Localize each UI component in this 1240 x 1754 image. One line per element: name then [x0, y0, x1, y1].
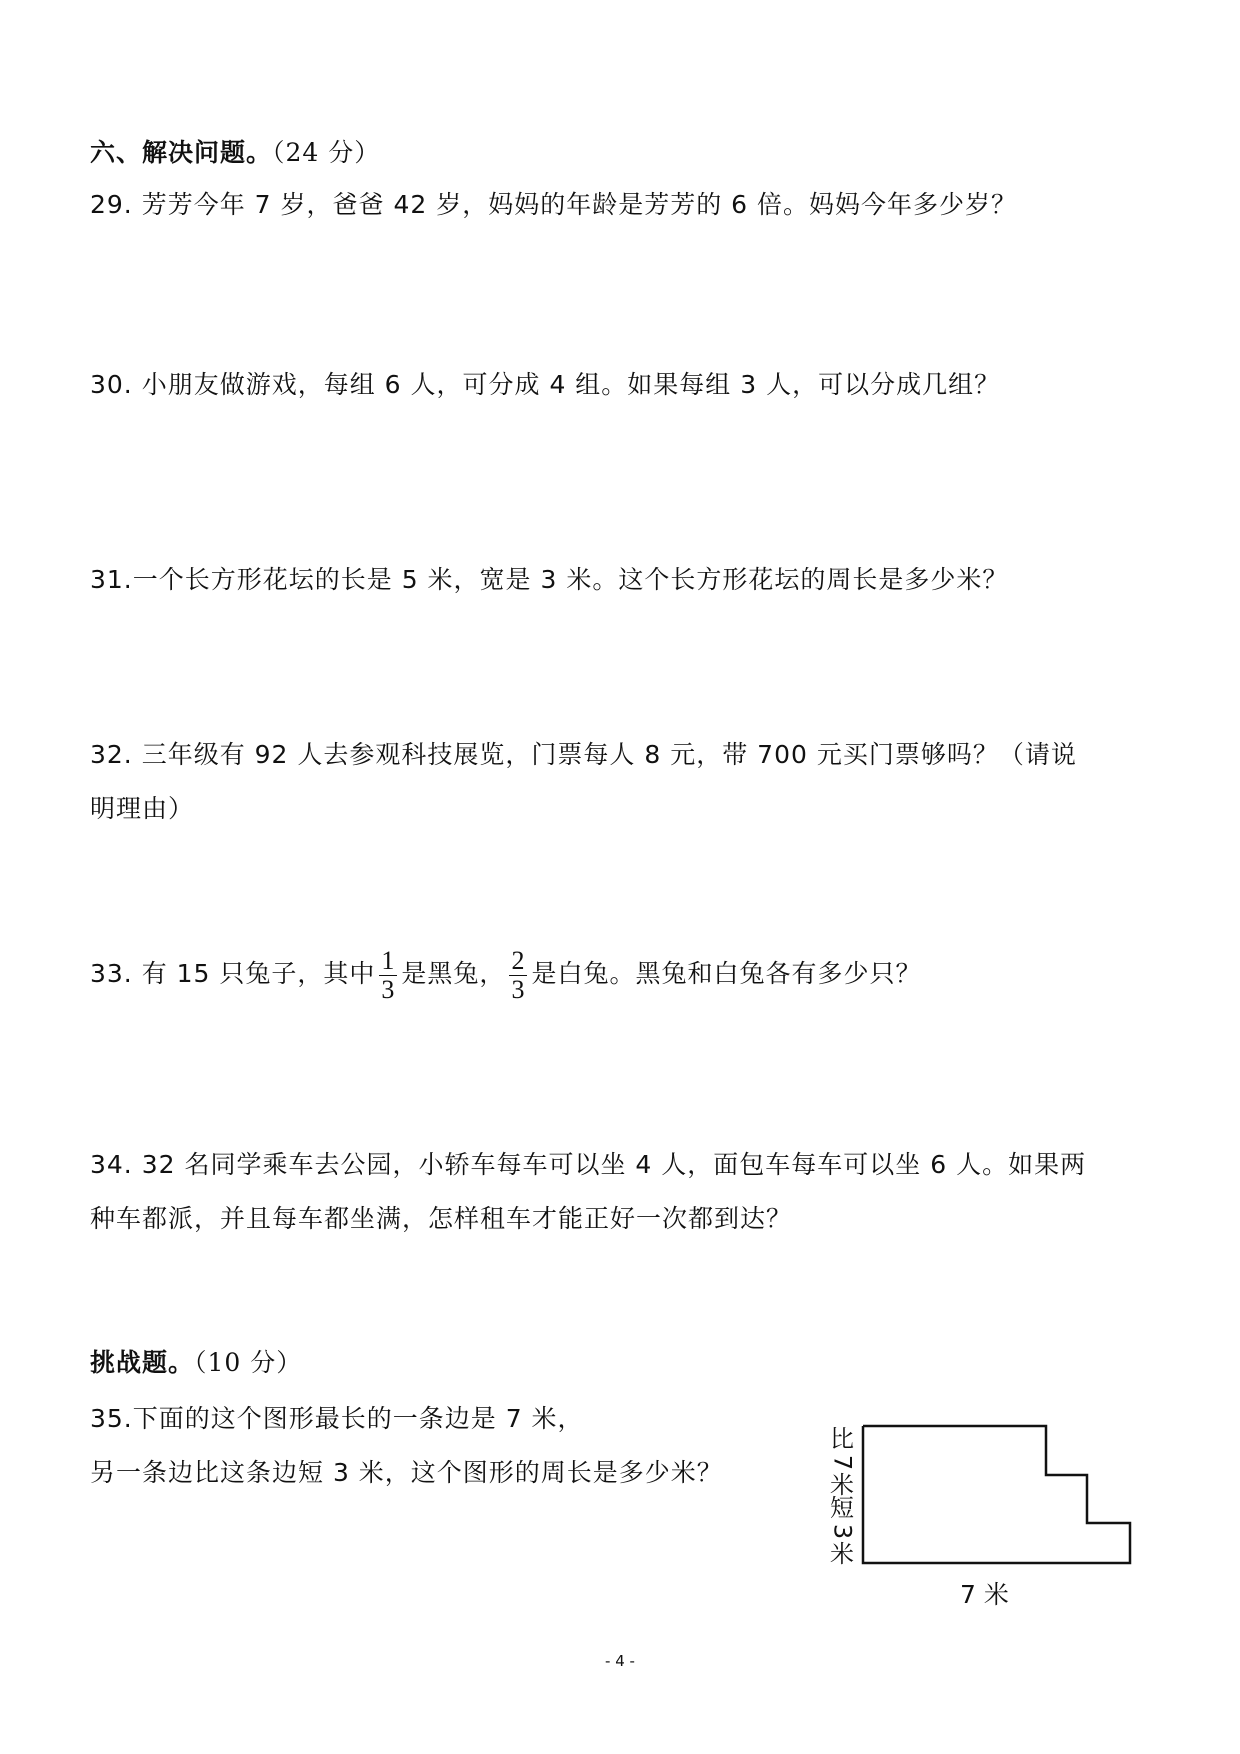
q33-text-part2: 是黑兔， — [401, 959, 506, 988]
question-34-line2: 种车都派，并且每车都坐满，怎样租车才能正好一次都到达？ — [90, 1204, 793, 1233]
fraction-numerator: 1 — [381, 945, 396, 975]
question-35-line2: 另一条边比这条边短 3 米，这个图形的周长是多少米？ — [90, 1458, 723, 1487]
label-char: 短 — [830, 1494, 854, 1522]
staircase-figure — [820, 1400, 1180, 1640]
fraction-denominator: 3 — [381, 974, 396, 1004]
question-33 — [90, 940, 921, 1008]
label-char: 比 — [830, 1425, 854, 1453]
bottom-length-label: 7 米 — [960, 1580, 1009, 1609]
question-29: 29. 芳芳今年 7 岁，爸爸 42 岁，妈妈的年龄是芳芳的 6 倍。妈妈今年多少岁？ — [90, 190, 1018, 219]
question-31: 31.一个长方形花坛的长是 5 米，宽是 3 米。这个长方形花坛的周长是多少米？ — [90, 565, 1009, 594]
section-heading-challenge — [90, 1346, 302, 1380]
page-number: - 4 - — [605, 1652, 635, 1670]
section-heading-solve-problems — [90, 136, 380, 170]
side-length-label — [828, 1425, 857, 1568]
label-char: 3 — [828, 1523, 857, 1540]
section-points: （24 分） — [272, 138, 381, 167]
label-char: 7 — [828, 1454, 857, 1471]
challenge-title: 挑战题。 — [90, 1348, 195, 1377]
challenge-points: （10 分） — [194, 1348, 303, 1377]
label-char: 米 — [830, 1540, 854, 1568]
fraction-denominator: 3 — [511, 974, 526, 1004]
section-title: 六、解决问题。 — [90, 138, 273, 167]
label-char: 米 — [830, 1471, 854, 1499]
question-32-line1: 32. 三年级有 92 人去参观科技展览，门票每人 8 元，带 700 元买门票够吗？（请说 — [90, 740, 1077, 769]
question-35-line1: 35.下面的这个图形最长的一条边是 7 米， — [90, 1404, 584, 1433]
q33-text-part1: 33. 有 15 只兔子，其中 — [90, 959, 376, 988]
q33-text-part3: 是白兔。黑兔和白兔各有多少只？ — [531, 959, 922, 988]
question-34-line1: 34. 32 名同学乘车去公园，小轿车每车可以坐 4 人，面包车每车可以坐 6 人。如果两 — [90, 1150, 1087, 1179]
fraction-two-thirds — [509, 947, 527, 1004]
question-30: 30. 小朋友做游戏，每组 6 人，可分成 4 组。如果每组 3 人，可以分成几组？ — [90, 370, 1001, 399]
fraction-numerator: 2 — [511, 945, 526, 975]
fraction-one-third — [379, 947, 397, 1004]
question-32-line2: 明理由） — [90, 794, 195, 823]
